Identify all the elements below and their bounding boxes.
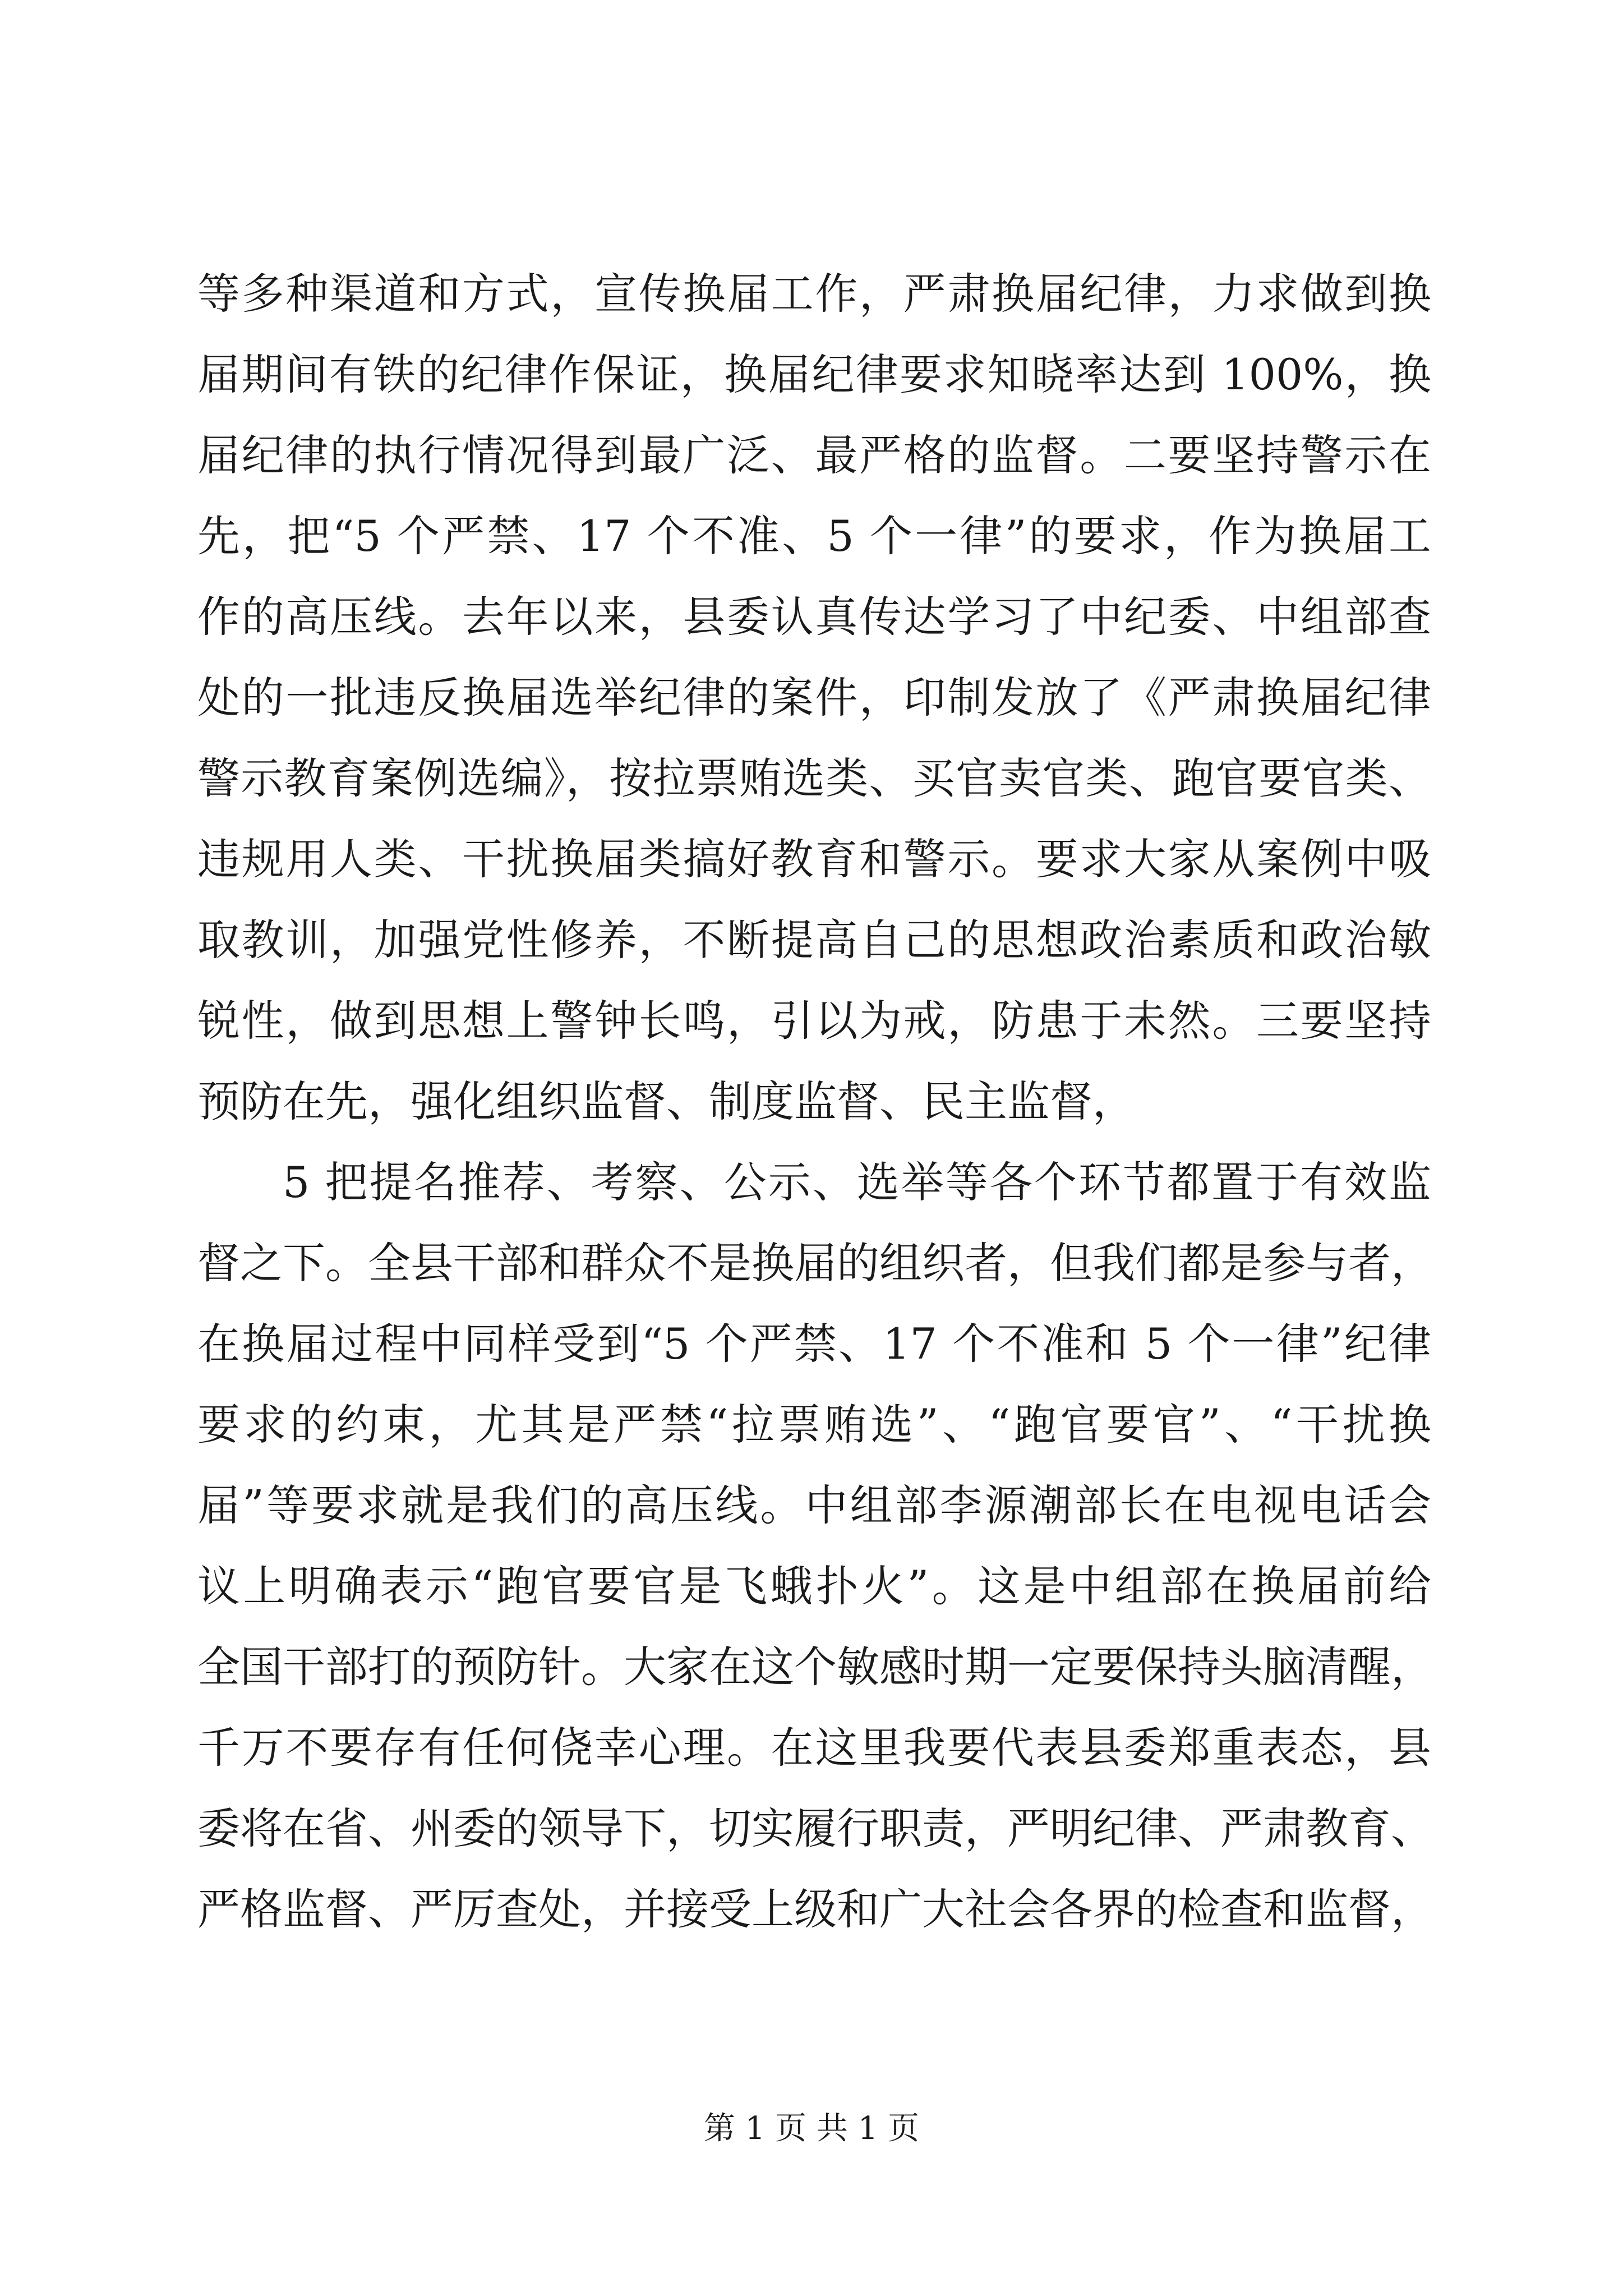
paragraph-1-line: 先，把“5 个严禁、17 个不准、5 个一律”的要求，作为换届工 [197,511,1431,561]
paragraph-1-line: 届期间有铁的纪律作保证，换届纪律要求知晓率达到 100%，换 [197,349,1431,399]
paragraph-1-line: 违规用人类、干扰换届类搞好教育和警示。要求大家从案例中吸 [197,834,1431,884]
document-body [197,254,1431,1950]
paragraph-1-line: 警示教育案例选编》，按拉票贿选类、买官卖官类、跑官要官类、 [197,753,1431,803]
paragraph-2-line: 全国干部打的预防针。大家在这个敏感时期一定要保持头脑清醒， [197,1642,1433,1692]
paragraph-1-line: 等多种渠道和方式，宣传换届工作，严肃换届纪律，力求做到换 [197,269,1431,319]
paragraph-2-line: 议上明确表示“跑官要官是飞蛾扑火”。这是中组部在换届前给 [197,1561,1431,1611]
paragraph-1-line: 处的一批违反换届选举纪律的案件，印制发放了《严肃换届纪律 [197,673,1431,723]
paragraph-2-line: 督之下。全县干部和群众不是换届的组织者，但我们都是参与者， [197,1238,1433,1288]
paragraph-1-line: 取教训，加强党性修养，不断提高自己的思想政治素质和政治敏 [197,915,1431,965]
paragraph-2-line: 届”等要求就是我们的高压线。中组部李源潮部长在电视电话会 [197,1480,1431,1530]
paragraph-2-line: 千万不要存有任何侥幸心理。在这里我要代表县委郑重表态，县 [197,1723,1431,1773]
paragraph-2-line: 在换届过程中同样受到“5 个严禁、17 个不准和 5 个一律”纪律 [197,1319,1431,1369]
paragraph-2-line: 委将在省、州委的领导下，切实履行职责，严明纪律、严肃教育、 [197,1803,1433,1853]
paragraph-1-line: 作的高压线。去年以来，县委认真传达学习了中纪委、中组部查 [197,592,1431,642]
paragraph-2-line: 要求的约束，尤其是严禁“拉票贿选”、“跑官要官”、“干扰换 [197,1400,1431,1450]
paragraph-1-line: 届纪律的执行情况得到最广泛、最严格的监督。二要坚持警示在 [197,430,1431,480]
page-number-footer: 第 1 页 共 1 页 [703,2110,920,2147]
paragraph-1-line: 锐性，做到思想上警钟长鸣，引以为戒，防患于未然。三要坚持 [197,996,1431,1046]
paragraph-2-line: 严格监督、严厉查处，并接受上级和广大社会各界的检查和监督， [197,1884,1433,1934]
paragraph-2-line: 5 把提名推荐、考察、公示、选举等各个环节都置于有效监 [283,1157,1431,1207]
paragraph-1-line: 预防在先，强化组织监督、制度监督、民主监督， [197,1076,1135,1126]
